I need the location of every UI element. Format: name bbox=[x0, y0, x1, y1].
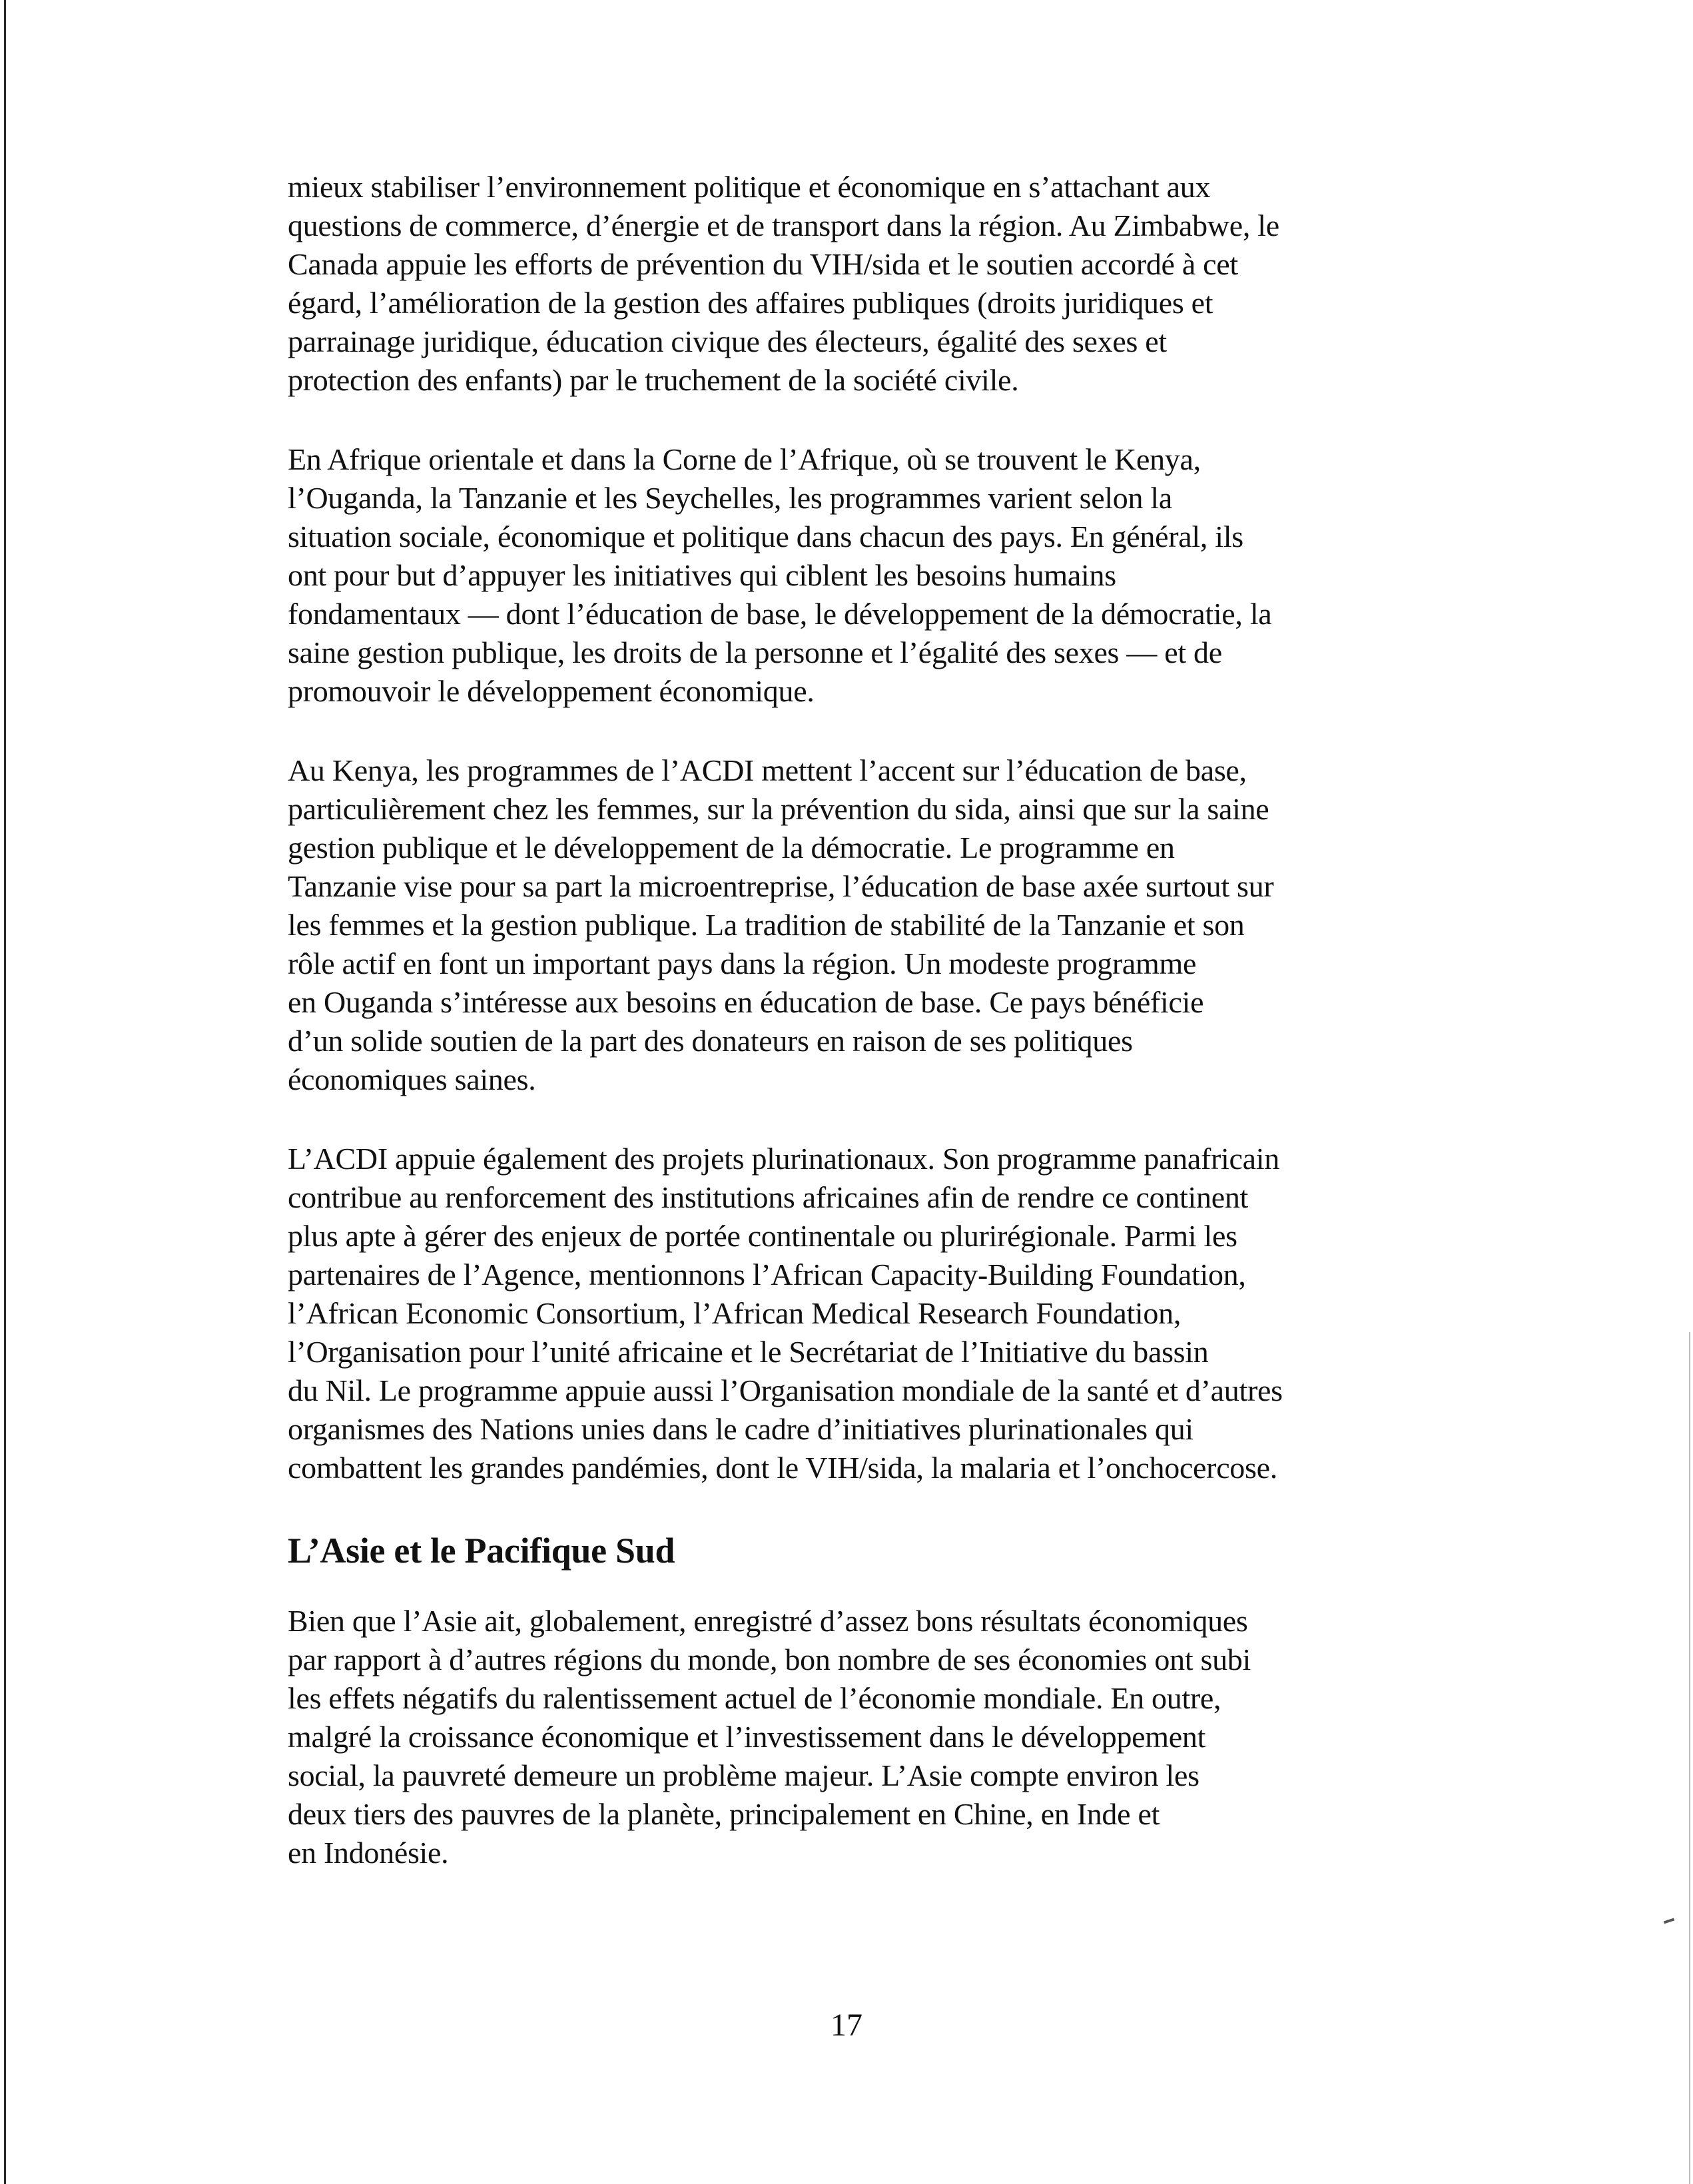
scan-artifact-mark bbox=[1664, 1918, 1674, 1924]
section-heading-asia-pacific: L’Asie et le Pacifique Sud bbox=[288, 1531, 675, 1571]
page-number: 17 bbox=[831, 2007, 862, 2043]
scan-border-right bbox=[1689, 1332, 1690, 2184]
page-body bbox=[288, 168, 1420, 1913]
paragraph-east-africa: En Afrique orientale et dans la Corne de l’Afrique, où se trouvent le Kenya, l’Ouganda, la Tanzanie et les Seychelles, les programmes varient selon la situation sociale, économique et politique dans chacun des pays. En général, ils ont pour but d’appuyer les initiatives qui ciblent les besoins humains fondamentaux — dont l’éducation de base, le développement de la démocratie, la saine gestion publique, les droits de la personne et l’égalité des sexes — et de promouvoir le développement économique. bbox=[288, 442, 1272, 708]
paragraph-asia: Bien que l’Asie ait, globalement, enregistré d’assez bons résultats économiques par rapport à d’autres régions du monde, bon nombre de ses économies ont subi les effets négatifs du ralentissement actuel de l’économie mondiale. En outre, malgré la croissance économique et l’investissement dans le développement social, la pauvreté demeure un problème majeur. L’Asie compte environ les deux tiers des pauvres de la planète, principalement en Chine, en Inde et en Indonésie. bbox=[288, 1604, 1251, 1870]
paragraph-southern-africa: mieux stabiliser l’environnement politique et économique en s’attachant aux questions de commerce, d’énergie et de transport dans la région. Au Zimbabwe, le Canada appuie les efforts de prévention du VIH/sida et le soutien accordé à cet égard, l’amélioration de la gestion des affaires publiques (droits juridiques et parrainage juridique, éducation civique des électeurs, égalité des sexes et protection des enfants) par le truchement de la société civile. bbox=[288, 170, 1279, 397]
paragraph-pan-african: L’ACDI appuie également des projets plurinationaux. Son programme panafricain contribue au renforcement des institutions africaines afin de rendre ce continent plus apte à gérer des enjeux de portée continentale ou plurirégionale. Parmi les partenaires de l’Agence, mentionnons l’African Capacity-Building Foundation, l’African Economic Consortium, l’African Medical Research Foundation, l’Organisation pour l’unité africaine et le Secrétariat de l’Initiative du bassin du Nil. Le programme appuie aussi l’Organisation mondiale de la santé et d’autres organismes des Nations unies dans le cadre d’initiatives plurinationales qui combattent les grandes pandémies, dont le VIH/sida, la malaria et l’onchocercose. bbox=[288, 1142, 1283, 1485]
scan-border-left bbox=[4, 0, 6, 2184]
paragraph-kenya-tanzania-uganda: Au Kenya, les programmes de l’ACDI mettent l’accent sur l’éducation de base, particulièrement chez les femmes, sur la prévention du sida, ainsi que sur la saine gestion publique et le développement de la démocratie. Le programme en Tanzanie vise pour sa part la microentreprise, l’éducation de base axée surtout sur les femmes et la gestion publique. La tradition de stabilité de la Tanzanie et son rôle actif en font un important pays dans la région. Un modeste programme en Ouganda s’intéresse aux besoins en éducation de base. Ce pays bénéficie d’un solide soutien de la part des donateurs en raison de ses politiques économiques saines. bbox=[288, 753, 1274, 1096]
